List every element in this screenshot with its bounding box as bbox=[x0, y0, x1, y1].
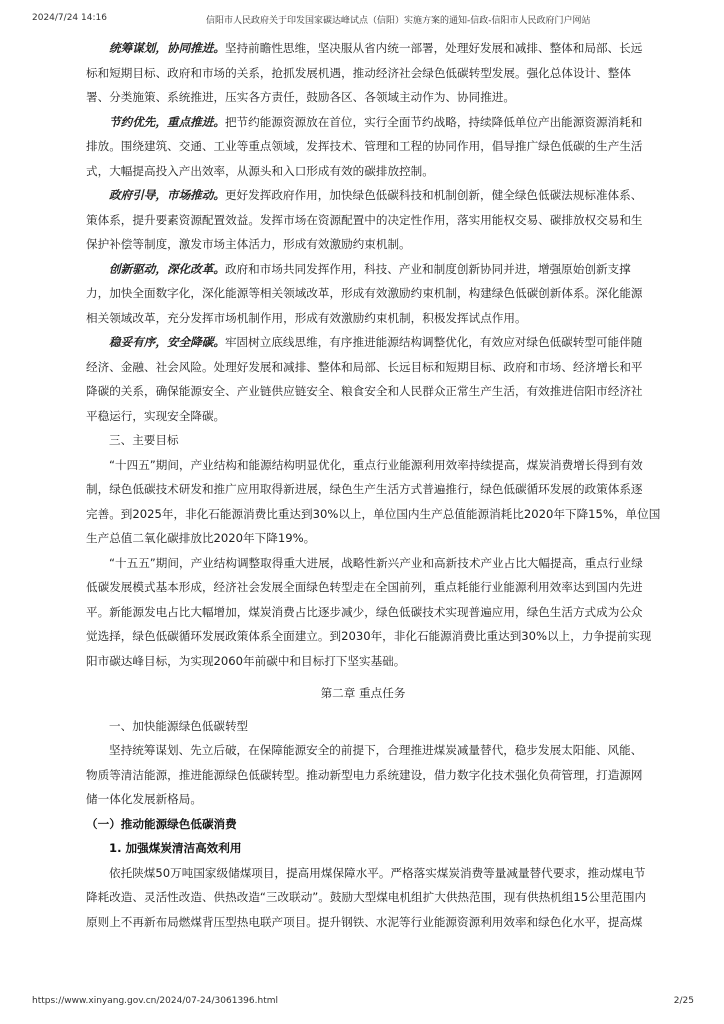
paragraph-line: 阳市碳达峰目标，为实现2060年前碳中和目标打下坚实基础。 bbox=[86, 653, 406, 668]
paragraph-line: 制，绿色低碳技术研发和推广应用取得新进展，绿色生产生活方式普遍推行，绿色低碳循环发展的政策体系逐 bbox=[86, 482, 643, 496]
principle-text: 政府和市场共同发挥作用，科技、产业和制度创新协同并进，增强原始创新支撑 bbox=[224, 261, 631, 276]
paragraph-line: 平。新能源发电占比大幅增加，煤炭消费占比逐步减少，绿色低碳技术实现普遍应用，绿色生活方式成为公众 bbox=[86, 604, 643, 619]
paragraph-line: 物质等清洁能源，推进能源绿色低碳转型。推动新型电力系统建设，借力数字化技术强化负荷管理，打造源网 bbox=[86, 767, 643, 782]
section-heading-goals: 三、主要目标 bbox=[109, 433, 179, 447]
principle-text: 把节约能源资源放在首位，实行全面节约战略，持续降低单位产出能源资源消耗和 bbox=[224, 114, 643, 129]
paragraph-line bbox=[86, 330, 724, 355]
principle-lead: 创新驱动，深化改革。 bbox=[109, 261, 225, 276]
principle-lead: 统筹谋划，协同推进。 bbox=[109, 41, 225, 55]
principle-text: 更好发挥政府作用，加快绿色低碳科技和机制创新，健全绿色低碳法规标准体系、 bbox=[224, 188, 643, 202]
paragraph-line: 依托陕煤50万吨国家级储煤项目，提高用煤保障水平。严格落实煤炭消费等量减量替代要求，推动煤电节 bbox=[109, 865, 646, 880]
paragraph-line: 策体系，提升要素资源配置效益。发挥市场在资源配置中的决定性作用，落实用能权交易、碳排放权交易和生 bbox=[86, 212, 643, 227]
principle-lead: 稳妥有序，安全降碳。 bbox=[109, 335, 225, 349]
paragraph-line: 平稳运行，实现安全降碳。 bbox=[86, 408, 226, 423]
paragraph-line: 生产总值二氧化碳排放比2020年下降19%。 bbox=[86, 531, 316, 545]
principle-lead: 政府引导，市场推动。 bbox=[109, 188, 225, 202]
principle-lead: 节约优先，重点推进。 bbox=[109, 114, 225, 129]
paragraph-line: 署、分类施策、系统推进，压实各方责任，鼓励各区、各领域主动作为、协同推进。 bbox=[86, 90, 515, 104]
principle-text: 坚持前瞻性思维，坚决服从省内统一部署，处理好发展和减排、整体和局部、长远 bbox=[224, 41, 643, 55]
principle-text: 牢固树立底线思维，有序推进能源结构调整优化，有效应对绿色低碳转型可能伴随 bbox=[224, 335, 643, 349]
paragraph-line: 式，大幅提高投入产出效率，从源头和入口形成有效的碳排放控制。 bbox=[86, 163, 434, 178]
subsection-heading: （一）推动能源绿色低碳消费 bbox=[86, 816, 237, 831]
paragraph-line: 降耗改造、灵活性改造、供热改造“三改联动”。鼓励大型煤电机组扩大供热范围，现有供热机组15公里范围内 bbox=[86, 890, 647, 904]
print-datetime: 2024/7/24 14:16 bbox=[32, 13, 107, 23]
paragraph-line bbox=[86, 257, 724, 282]
paragraph-line: 相关领域改革，充分发挥市场机制作用，形成有效激励约束机制，积极发挥试点作用。 bbox=[86, 310, 527, 325]
paragraph-line: 标和短期目标、政府和市场的关系，抢抓发展机遇，推动经济社会绿色低碳转型发展。强化总体设计、整体 bbox=[86, 65, 631, 80]
chapter-title: 第二章 重点任务 bbox=[320, 686, 406, 700]
paragraph-line: 储一体化发展新格局。 bbox=[86, 792, 202, 806]
paragraph-line: 力，加快全面数字化，深化能源等相关领域改革，形成有效激励约束机制，构建绿色低碳创新体系。深化能源 bbox=[86, 286, 643, 300]
paragraph-line: 坚持统筹谋划、先立后破，在保障能源安全的前提下，合理推进煤炭减量替代，稳步发展太阳能、风能、 bbox=[109, 743, 643, 757]
print-page-title: 信阳市人民政府关于印发国家碳达峰试点（信阳）实施方案的通知-信政-信阳市人民政府门户网站 bbox=[206, 16, 591, 26]
print-header bbox=[0, 13, 724, 27]
subsubsection-heading: 1. 加强煤炭清洁高效利用 bbox=[109, 841, 242, 855]
paragraph-line: 原则上不再新布局燃煤背压型热电联产项目。提升钢铁、水泥等行业能源资源利用效率和绿色化水平，提高煤 bbox=[86, 914, 643, 929]
paragraph-line: 觉选择，绿色低碳循环发展政策体系全面建立。到2030年，非化石能源消费比重达到30%以上，力争提前实现 bbox=[86, 629, 652, 643]
section-heading: 一、加快能源绿色低碳转型 bbox=[109, 718, 249, 733]
paragraph-line: 完善。到2025年，非化石能源消费比重达到30%以上，单位国内生产总值能源消耗比2020年下降15%，单位国 bbox=[86, 506, 661, 521]
paragraph-line bbox=[86, 183, 724, 208]
paragraph-line: “十四五”期间，产业结构和能源结构明显优化，重点行业能源利用效率持续提高，煤炭消费增长得到有效 bbox=[109, 457, 643, 472]
paragraph-line bbox=[86, 36, 724, 61]
page-number: 2/25 bbox=[673, 996, 694, 1006]
paragraph-line: 排放。围绕建筑、交通、工业等重点领域，发挥技术、管理和工程的协同作用，倡导推广绿色低碳的生产生活 bbox=[86, 139, 643, 153]
paragraph-line: 低碳发展模式基本形成，经济社会发展全面绿色转型走在全国前列，重点耗能行业能源利用效率达到国内先进 bbox=[86, 580, 643, 594]
paragraph-line bbox=[86, 110, 724, 135]
paragraph-line: 保护补偿等制度，激发市场主体活力，形成有效激励约束机制。 bbox=[86, 237, 411, 251]
print-footer bbox=[0, 996, 724, 1010]
article-body bbox=[86, 36, 724, 981]
print-url: https://www.xinyang.gov.cn/2024/07-24/3061396.html bbox=[32, 996, 278, 1006]
paragraph-line: “十五五”期间，产业结构调整取得重大进展，战略性新兴产业和高新技术产业占比大幅提高，重点行业绿 bbox=[109, 555, 643, 570]
paragraph-line: 降碳的关系，确保能源安全、产业链供应链安全、粮食安全和人民群众正常生产生活，有效推进信阳市经济社 bbox=[86, 384, 643, 398]
paragraph-line: 经济、金融、社会风险。处理好发展和减排、整体和局部、长远目标和短期目标、政府和市场、经济增长和平 bbox=[86, 359, 643, 374]
